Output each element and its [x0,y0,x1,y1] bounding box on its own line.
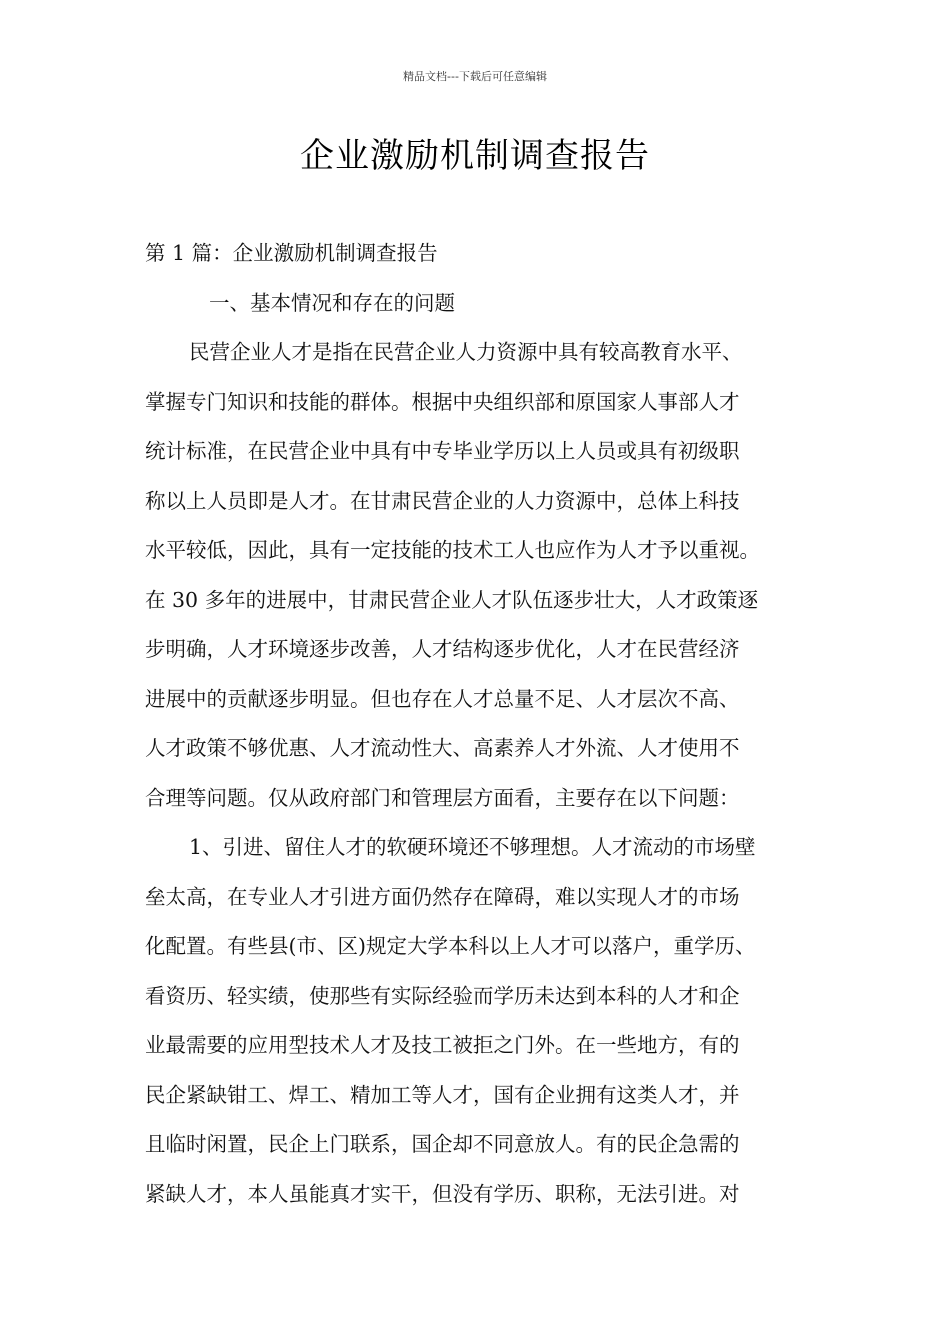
paragraph-line: 步明确，人才环境逐步改善，人才结构逐步优化，人才在民营经济 [145,637,740,661]
paragraph-line: 水平较低，因此，具有一定技能的技术工人也应作为人才予以重视。 [145,538,760,562]
paragraph-line: 且临时闲置，民企上门联系，国企却不同意放人。有的民企急需的 [145,1132,740,1156]
document-title: 企业激励机制调查报告 [300,136,650,176]
paragraph-line: 化配置。有些县(市、区)规定大学本科以上人才可以落户，重学历、 [145,934,756,958]
paragraph-line: 掌握专门知识和技能的群体。根据中央组织部和原国家人事部人才 [145,389,740,414]
paragraph-line: 业最需要的应用型技术人才及技工被拒之门外。在一些地方，有的 [145,1033,740,1057]
paragraph-line: 进展中的贡献逐步明显。但也存在人才总量不足、人才层次不高、 [145,686,740,711]
paragraph-line: 紧缺人才，本人虽能真才实干，但没有学历、职称，无法引进。对 [145,1181,740,1206]
paragraph-line: 称以上人员即是人才。在甘肃民营企业的人力资源中，总体上科技 [145,488,740,513]
paragraph-line: 在 30 多年的进展中，甘肃民营企业人才队伍逐步壮大，人才政策逐 [145,587,759,612]
header-note: 精品文档---下载后可任意编辑 [403,70,547,83]
paragraph-line: 人才政策不够优惠、人才流动性大、高素养人才外流、人才使用不 [145,736,740,760]
paragraph-line: 民营企业人才是指在民营企业人力资源中具有较高教育水平、 [189,340,743,364]
section-heading: 一、基本情况和存在的问题 [209,290,455,315]
paragraph-line: 民企紧缺钳工、焊工、精加工等人才，国有企业拥有这类人才，并 [145,1082,740,1107]
paragraph-line: 垒太高，在专业人才引进方面仍然存在障碍，难以实现人才的市场 [145,884,740,909]
paragraph-line: 统计标准，在民营企业中具有中专毕业学历以上人员或具有初级职 [145,439,740,463]
chapter-heading: 第 1 篇：企业激励机制调查报告 [145,241,438,265]
paragraph-line: 看资历、轻实绩，使那些有实际经验而学历未达到本科的人才和企 [145,983,740,1008]
paragraph-line: 合理等问题。仅从政府部门和管理层方面看，主要存在以下问题： [145,785,740,810]
paragraph-line: 1、引进、留住人才的软硬环境还不够理想。人才流动的市场壁 [189,835,756,859]
document-body [145,229,815,1219]
